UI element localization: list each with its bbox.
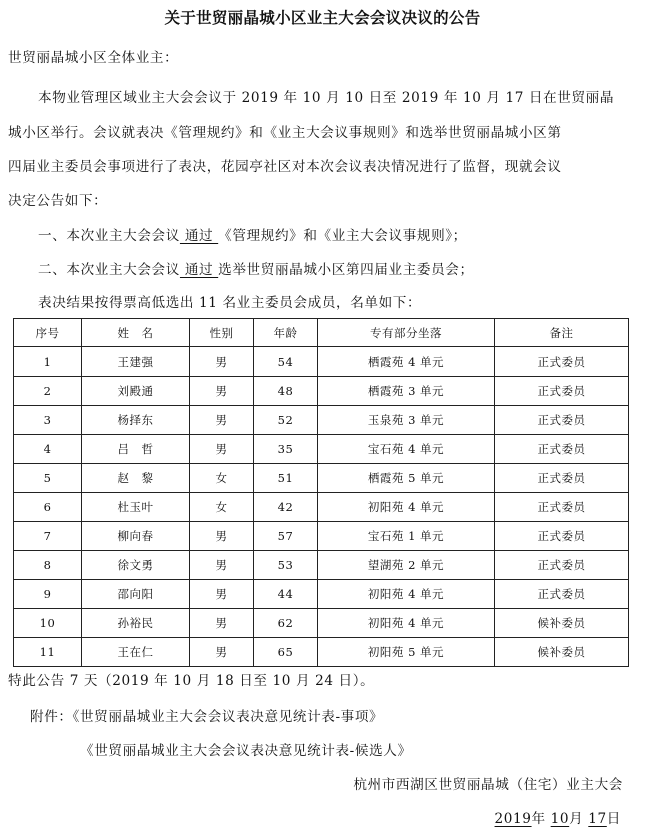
cell-remark: 候补委员 <box>495 638 629 667</box>
cell-unit: 望湖苑 2 单元 <box>318 551 495 580</box>
intro-line-2: 城小区举行。会议就表决《管理规约》和《业主大会议事规则》和选举世贸丽晶城小区第 <box>8 125 562 141</box>
attachment-1: 《世贸丽晶城业主大会会议表决意见统计表-事项》 <box>72 709 384 725</box>
signature: 杭州市西湖区世贸丽晶城（住宅）业主大会 <box>353 777 623 793</box>
table-row <box>14 638 629 667</box>
header-gender: 性别 <box>190 319 254 347</box>
resolution-1 <box>38 224 467 244</box>
intro-line-1: 本物业管理区域业主大会会议于 2019 年 10 月 10 日至 2019 年 10 月 17 日在世贸丽晶 <box>38 90 615 106</box>
resolution-1-passed: 通过 <box>179 228 219 244</box>
cell-name: 杜玉叶 <box>82 493 190 522</box>
resolution-2-prefix: 二、本次业主大会会议 <box>38 262 180 278</box>
table-row <box>14 347 629 377</box>
cell-age: 65 <box>254 638 318 667</box>
cell-name: 柳向春 <box>82 522 190 551</box>
cell-age: 48 <box>254 377 318 406</box>
cell-gender: 男 <box>190 377 254 406</box>
cell-serial: 3 <box>14 406 82 435</box>
cell-name: 邵向阳 <box>82 580 190 609</box>
attachments <box>30 705 383 725</box>
result-line: 表决结果按得票高低选出 11 名业主委员会成员，名单如下： <box>38 295 422 311</box>
notice-date <box>495 807 621 827</box>
header-age: 年龄 <box>254 319 318 347</box>
cell-gender: 女 <box>190 464 254 493</box>
cell-serial: 6 <box>14 493 82 522</box>
table-header-row <box>14 319 629 347</box>
cell-remark: 正式委员 <box>495 435 629 464</box>
cell-name: 徐文勇 <box>82 551 190 580</box>
cell-gender: 男 <box>190 638 254 667</box>
cell-age: 44 <box>254 580 318 609</box>
committee-members-table <box>13 318 629 667</box>
cell-age: 51 <box>254 464 318 493</box>
cell-age: 62 <box>254 609 318 638</box>
cell-age: 53 <box>254 551 318 580</box>
attachments-label: 附件： <box>30 709 73 725</box>
cell-age: 54 <box>254 347 318 377</box>
date-month-unit: 月 <box>569 811 584 827</box>
cell-gender: 男 <box>190 609 254 638</box>
cell-gender: 男 <box>190 551 254 580</box>
cell-serial: 11 <box>14 638 82 667</box>
cell-gender: 女 <box>190 493 254 522</box>
cell-serial: 5 <box>14 464 82 493</box>
date-day: 17 <box>588 811 607 827</box>
cell-unit: 栖霞苑 3 单元 <box>318 377 495 406</box>
header-unit: 专有部分坐落 <box>318 319 495 347</box>
header-serial: 序号 <box>14 319 82 347</box>
cell-serial: 7 <box>14 522 82 551</box>
table-row <box>14 464 629 493</box>
cell-gender: 男 <box>190 435 254 464</box>
cell-age: 42 <box>254 493 318 522</box>
cell-name: 刘殿通 <box>82 377 190 406</box>
resolution-1-prefix: 一、本次业主大会会议 <box>38 228 180 244</box>
table-row <box>14 580 629 609</box>
resolution-1-subject: 《管理规约》和《业主大会议事规则》； <box>218 228 467 244</box>
cell-serial: 4 <box>14 435 82 464</box>
intro-line-3: 四届业主委员会事项进行了表决，花园亭社区对本次会议表决情况进行了监督，现就会议 <box>8 159 562 175</box>
cell-remark: 正式委员 <box>495 347 629 377</box>
resolution-2 <box>38 258 474 278</box>
table-row <box>14 406 629 435</box>
table-row <box>14 377 629 406</box>
cell-age: 35 <box>254 435 318 464</box>
cell-unit: 初阳苑 5 单元 <box>318 638 495 667</box>
cell-unit: 栖霞苑 4 单元 <box>318 347 495 377</box>
table-row <box>14 609 629 638</box>
cell-serial: 1 <box>14 347 82 377</box>
cell-name: 王建强 <box>82 347 190 377</box>
date-year-unit: 年 <box>531 811 546 827</box>
salutation: 世贸丽晶城小区全体业主： <box>8 50 179 66</box>
cell-age: 52 <box>254 406 318 435</box>
table-row <box>14 493 629 522</box>
date-year: 2019 <box>494 811 532 827</box>
cell-serial: 2 <box>14 377 82 406</box>
cell-remark: 正式委员 <box>495 406 629 435</box>
cell-remark: 正式委员 <box>495 580 629 609</box>
cell-unit: 宝石苑 1 单元 <box>318 522 495 551</box>
notice-title: 关于世贸丽晶城小区业主大会会议决议的公告 <box>164 9 481 27</box>
attachment-2: 《世贸丽晶城业主大会会议表决意见统计表-候选人》 <box>80 743 412 759</box>
header-remark: 备注 <box>495 319 629 347</box>
cell-gender: 男 <box>190 580 254 609</box>
cell-unit: 初阳苑 4 单元 <box>318 580 495 609</box>
cell-remark: 候补委员 <box>495 609 629 638</box>
cell-serial: 10 <box>14 609 82 638</box>
cell-name: 吕 哲 <box>82 435 190 464</box>
table-row <box>14 435 629 464</box>
date-day-unit: 日 <box>606 811 621 827</box>
cell-remark: 正式委员 <box>495 551 629 580</box>
cell-unit: 初阳苑 4 单元 <box>318 609 495 638</box>
cell-unit: 初阳苑 4 单元 <box>318 493 495 522</box>
cell-name: 孙裕民 <box>82 609 190 638</box>
cell-gender: 男 <box>190 406 254 435</box>
table-body <box>14 347 629 667</box>
cell-remark: 正式委员 <box>495 377 629 406</box>
cell-remark: 正式委员 <box>495 493 629 522</box>
cell-gender: 男 <box>190 522 254 551</box>
cell-name: 王在仁 <box>82 638 190 667</box>
notice-period: 特此公告 7 天（2019 年 10 月 18 日至 10 月 24 日）。 <box>8 673 375 689</box>
cell-name: 杨择东 <box>82 406 190 435</box>
cell-unit: 宝石苑 4 单元 <box>318 435 495 464</box>
cell-gender: 男 <box>190 347 254 377</box>
resolution-2-passed: 通过 <box>179 262 219 278</box>
cell-age: 57 <box>254 522 318 551</box>
header-name: 姓 名 <box>82 319 190 347</box>
cell-serial: 9 <box>14 580 82 609</box>
cell-unit: 玉泉苑 3 单元 <box>318 406 495 435</box>
date-month: 10 <box>550 811 570 827</box>
intro-line-4: 决定公告如下： <box>8 193 108 209</box>
cell-remark: 正式委员 <box>495 522 629 551</box>
cell-remark: 正式委员 <box>495 464 629 493</box>
cell-serial: 8 <box>14 551 82 580</box>
cell-name: 赵 黎 <box>82 464 190 493</box>
cell-unit: 栖霞苑 5 单元 <box>318 464 495 493</box>
table-row <box>14 522 629 551</box>
table-row <box>14 551 629 580</box>
resolution-2-subject: 选举世贸丽晶城小区第四届业主委员会； <box>218 262 474 278</box>
